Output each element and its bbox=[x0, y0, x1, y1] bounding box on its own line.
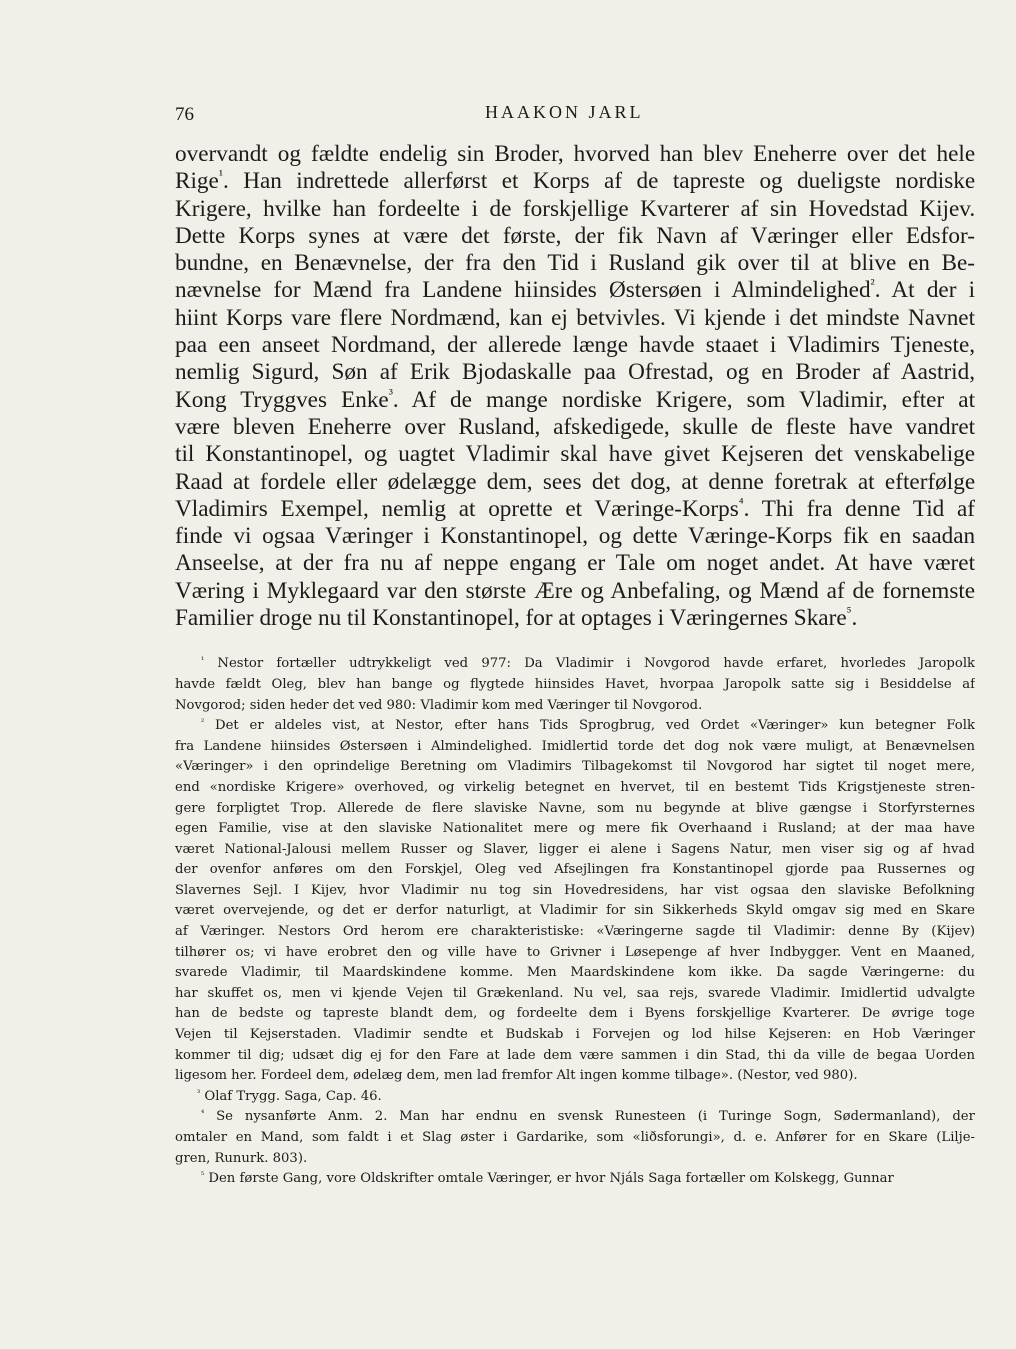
footnote-line: ligesom her. Fordeel dem, ødelæg dem, men lad fremfor Alt ingen komme tilbage». (Nestor, ved 980). bbox=[175, 1068, 858, 1084]
footnote-line: han de bedste og tapreste blandt dem, og fordeelte dem i Byens forskjellige Kvarterer. De øvrige toge bbox=[175, 1006, 975, 1022]
footnote-line: $^{^3}$ Olaf Trygg. Saga, Cap. 46. bbox=[197, 1088, 382, 1104]
footnote-line: kommer til dig; udsæt dig ej for den Fare at lade dem være sammen i din Stad, thi da ville de begaa Uorden bbox=[175, 1047, 975, 1063]
text-line: til Konstantinopel, og uagtet Vladimir skal have givet Kejseren det venskabelige bbox=[175, 441, 975, 468]
text-line: Krigere, hvilke han fordeelte i de forskjellige Kvarterer af sin Hovedstad Kijev. bbox=[175, 195, 975, 222]
text-line: nævnelse for Mænd fra Landene hiinsides Østersøen i Almindelighed$^{^2}$. At der i bbox=[175, 277, 975, 304]
text-line: Anseelse, at der fra nu af neppe engang er Tale om noget andet. At have været bbox=[175, 550, 975, 577]
footnote-line: end «nordiske Krigere» overhoved, og virkelig betegnet en hvervet, til en bestemt Tids Krigstjeneste stren- bbox=[175, 779, 975, 795]
text-line: Væring i Myklegaard var den største Ære og Anbefaling, og Mænd af de fornemste bbox=[175, 577, 975, 604]
text-line: Kong Tryggves Enke$^{^3}$. Af de mange nordiske Krigere, som Vladimir, efter at bbox=[175, 386, 975, 413]
footnote-line: egen Familie, vise at den slaviske Nationalitet mere og mere fk Overhaand i Rusland; at der maa have bbox=[175, 821, 975, 837]
footnote-line: Vejen til Kejserstaden. Vladimir sendte et Budskab i Forvejen og lod hilse Kejseren: en Hob Væringer bbox=[175, 1027, 975, 1043]
text-line: bundne, en Benævnelse, der fra den Tid i Rusland gik over til at blive en Be- bbox=[175, 250, 975, 277]
text-line: Vladimirs Exempel, nemlig at oprette et Væringe-Korps$^{^4}$. Thi fra denne Tid af bbox=[175, 495, 975, 522]
main-text bbox=[175, 141, 975, 1190]
footnote-line: fra Landene hiinsides Østersøen i Almindelighed. Imidlertid torde det dog nok være muligt, at Benævnelsen bbox=[175, 738, 975, 754]
footnote-line: været overvejende, og det er derfor naturligt, at Vladimir for sin Sikkerheds Skyld omgav sig med en Skare bbox=[175, 903, 975, 919]
footnote-line: Slavernes Sejl. I Kijev, hvor Vladimir nu tog sin Hovedresidens, har vist ogsaa den slaviske Befolkning bbox=[175, 882, 975, 898]
page-number: 76 bbox=[175, 104, 194, 125]
text-line: være bleven Eneherre over Rusland, afskedigede, skulle de fleste have vandret bbox=[175, 413, 975, 440]
text-line: overvandt og fældte endelig sin Broder, hvorved han blev Eneherre over det hele bbox=[175, 141, 975, 167]
footnote-line: $^{^5}$ Den første Gang, vore Oldskrifter omtale Væringer, er hvor Njáls Saga fortæller om Kolskegg, Gunnar bbox=[201, 1170, 894, 1187]
footnote-line: gren, Runurk. 803). bbox=[175, 1150, 308, 1166]
page-header bbox=[175, 100, 975, 132]
footnote-line: svarede Vladimir, til Maardskindene komme. Men Maardskindene kom ikke. Da sagde Væringerne: du bbox=[175, 965, 975, 981]
footnote-line: $^{^2}$ Det er aldeles vist, at Nestor, efter hans Tids Sprogbrug, ved Ordet «Væringer» kun betegner Folk bbox=[201, 717, 975, 734]
text-line: Raad at fordele eller ødelægge dem, sees det dog, at denne foretrak at efterfølge bbox=[175, 468, 975, 495]
text-line: Familier droge nu til Konstantinopel, for at optages i Væringernes Skare$^{^5}$. bbox=[175, 605, 858, 632]
text-line: Dette Korps synes at være det første, der fik Navn af Væringer eller Edsfor- bbox=[175, 222, 975, 249]
text-line: finde vi ogsaa Væringer i Konstantinopel, og dette Væringe-Korps fik en saadan bbox=[175, 523, 975, 550]
footnote-line: tilhører os; vi have erobret den og ville have to Grivner i Løsepenge af hver Indbygger. Vent en Maaned, bbox=[175, 944, 975, 960]
text-line: paa een anseet Nordmand, der allerede længe havde staaet i Vladimirs Tjeneste, bbox=[175, 332, 975, 359]
footnote-line: været National-Jalousi mellem Russer og Slaver, ligger ei alene i Sagens Natur, men viser sig og af hvad bbox=[175, 841, 975, 857]
running-head: HAAKON JARL bbox=[485, 102, 644, 122]
footnote-line: gere forpligtet Trop. Allerede de fere slaviske Navne, som nu begynde at blive gængse i Storfyrsternes bbox=[175, 800, 975, 816]
footnote-line: Novgorod; siden heder det ved 980: Vladimir kom med Væringer til Novgorod. bbox=[175, 697, 703, 713]
footnotes bbox=[175, 654, 975, 1189]
footnote-line: af Væringer. Nestors Ord herom ere charakteristiske: «Væringerne sagde til Vladimir: denne By (Kijev) bbox=[175, 924, 975, 940]
footnote-line: $^{^4}$ Se nysanførte Anm. 2. Man har endnu en svensk Runesteen (i Turinge Sogn, Sødermanland), der bbox=[201, 1108, 975, 1125]
footnote-line: «Væringer» i den oprindelige Beretning om Vladimirs Tilbagekomst til Novgorod har sigtet til noget mere, bbox=[175, 759, 975, 775]
footnote-line: har skufet os, men vi kjende Vejen til Grækenland. Nu vel, saa rejs, svarede Vladimir. Imidlertid udvalgte bbox=[175, 985, 975, 1001]
footnote-line: omtaler en Mand, som faldt i et Slag øster i Gardarike, som «liðsforungi», d. e. Anfører for en Skare (Lilje- bbox=[175, 1130, 975, 1145]
main-text-lines bbox=[175, 141, 975, 632]
footnote-line: havde fældt Oleg, blev han bange og fygtede hiinsides Havet, hvorpaa Jaropolk satte sig i Besiddelse af bbox=[175, 676, 975, 692]
text-line: hiint Korps vare flere Nordmænd, kan ej betvivles. Vi kjende i det mindste Navnet bbox=[175, 304, 975, 331]
text-line: Rige$^{^1}$. Han indrettede allerførst et Korps af de tapreste og dueligste nordiske bbox=[175, 168, 975, 195]
footnote-line: $^{^1}$ Nestor fortæller udtrykkeligt ved 977: Da Vladimir i Novgorod havde erfaret, hvorledes Jaropolk bbox=[201, 655, 975, 672]
footnote-line: der ovenfor anføres om den Forskjel, Oleg ved Afsejlingen fra Konstantinopel gjorde paa Russernes og bbox=[175, 862, 975, 878]
text-line: nemlig Sigurd, Søn af Erik Bjodaskalle paa Ofrestad, og en Broder af Aastrid, bbox=[175, 359, 975, 386]
